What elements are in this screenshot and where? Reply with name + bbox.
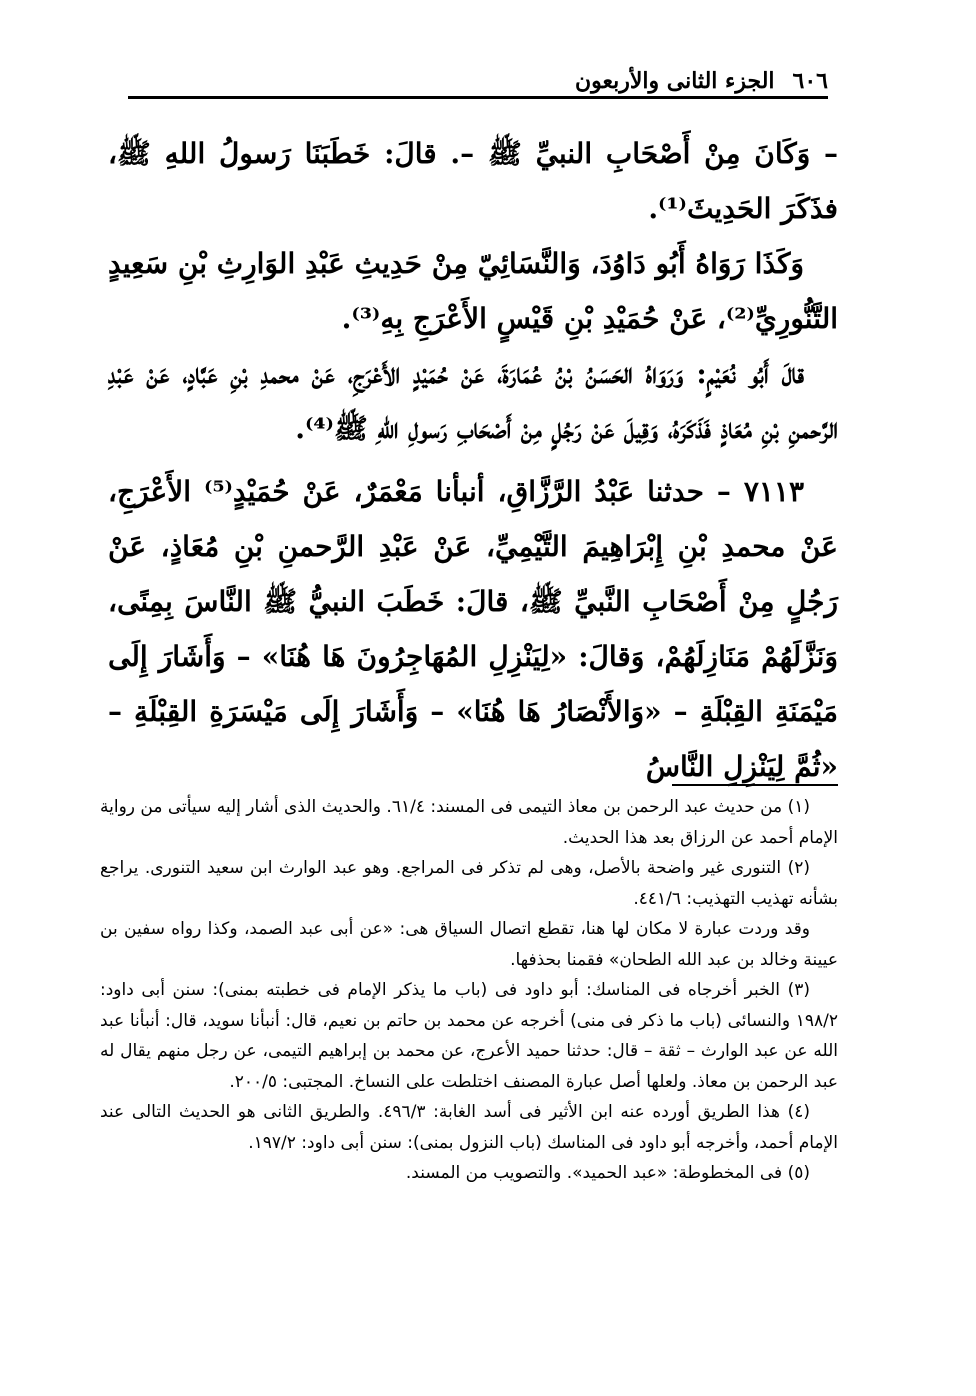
- page-header: [128, 64, 828, 94]
- page-number: ٦٠٦: [792, 68, 828, 94]
- main-paragraph: – وَكَانَ مِنْ أَصْحَابِ النبيِّ ﷺ –. قالَ: خَطَبَنَا رَسولُ اللهِ ﷺ، فذَكَرَ الحَدِيثَ⁽¹⁾.: [108, 137, 838, 225]
- hadith-paragraph: ٧١١٣ – حدثنا عَبْدُ الرَّزَّاقِ، أنبأنا مَعْمَرٌ، عَنْ حُمَيْدٍ⁽⁵⁾ الأَعْرَجِ، عَنْ محمدِ بْنِ إِبْرَاهِيمَ التَّيْمِيِّ، عَنْ عَبْدِ الرَّحمنِ بْنِ مُعَاذٍ، عَنْ رَجُلٍ مِنْ أَصْحَابِ النَّبيِّ ﷺ، قالَ: خَطَبَ النبيُّ ﷺ النَّاسَ بِمِنًى، وَنَزَّلَهُمْ مَنَازِلَهُمْ، وَقالَ: «لِيَنْزِلِ المُهَاجِرُونَ هَا هُنَا» – وَأَشَارَ إِلَى مَيْمَنَةِ القِبْلَةِ – «وَالأَنْصَارُ هَا هُنَا» – وَأَشَارَ إِلَى مَيْسَرَةِ القِبْلَةِ – «ثُمَّ لِيَنْزِلِ النَّاسُ: [108, 475, 838, 783]
- footnote-separator: [672, 784, 838, 786]
- footnotes: [100, 792, 838, 1189]
- footnote: (٢) التنورى غير واضحة بالأصل، وهى لم تذكر فى المراجع. وهو عبد الوارث ابن سعيد التنورى. يراجع بشأنه تهذيب التهذيب: ٤٤١/٦.: [100, 858, 838, 909]
- main-paragraph: قالَ أَبُو نُعَيْمٍ: وَرَوَاهُ الحَسَنُ بْنُ عُمَارَةَ، عَنْ حُمَيْدٍ الأَعْرَجِ، عَنْ محمدِ بْنِ عَبَّادٍ، عَنْ عَبْدِ الرَّحمنِ بْنِ مُعَاذٍ فَذَكَرَهُ، وَقِيلَ عَنْ رَجُلٍ مِنْ أَصْحَابِ رَسولِ اللهِ ﷺ⁽⁴⁾.: [108, 357, 838, 445]
- running-title: الجزء الثانى والأربعون: [574, 68, 775, 94]
- footnote: وقد وردت عبارة لا مكان لها هنا، تقطع اتصال السياق هى: «عن أبى عبد الصمد، وكذا رواه سفين بن عيينة وخالد بن عبد الله الطحان» فقمنا بحذفها.: [100, 919, 838, 970]
- header-rule: [128, 96, 828, 99]
- footnote: (٥) فى المخطوطة: «عبد الحميد». والتصويب من المسند.: [405, 1163, 810, 1183]
- main-text: [108, 126, 838, 794]
- main-paragraph: وَكَذَا رَوَاهُ أَبُو دَاوُدَ، وَالنَّسَائِيّ مِنْ حَدِيثِ عَبْدِ الوَارِثِ بْنِ سَعِيدٍ التَّنُّورِيِّ⁽²⁾، عَنْ حُمَيْدِ بْنِ قَيْسٍ الأَعْرَجِ بِهِ⁽³⁾.: [108, 247, 838, 335]
- footnote: (٤) هذا الطريق أورده عنه ابن الأثير فى أسد الغابة: ٤٩٦/٣. والطريق الثانى هو الحديث التالى عند الإمام أحمد، وأخرجه أبو داود فى المناسك (باب النزول بمنى): سنن أبى داود: ١٩٧/٢.: [100, 1102, 838, 1153]
- footnote: (١) من حديث عبد الرحمن بن معاذ التيمى فى المسند: ٦١/٤. والحديث الذى أشار إليه سيأتى من رواية الإمام أحمد عن الرزاق بعد هذا الحديث.: [100, 797, 838, 848]
- footnote: (٣) الخبر أخرجاه فى المناسك: أبو داود فى (باب ما يذكر الإمام فى خطبته بمنى): سنن أبى داود: ١٩٨/٢ والنسائى (باب ما ذكر فى منى) أخرجه عن محمد بن حاتم بن نعيم، قال: أنبأنا سويد، قال: أنبأنا عبد الله عن عبد الوارث – ثقة – قال: حدثنا حميد الأعرج، عن محمد بن إبراهيم التيمى، عن رجل منهم يقال له عبد الرحمن بن معاذ. ولعلها أصل عبارة المصنف اختلطت على النساخ. المجتبى: ٢٠٠/٥.: [100, 980, 838, 1092]
